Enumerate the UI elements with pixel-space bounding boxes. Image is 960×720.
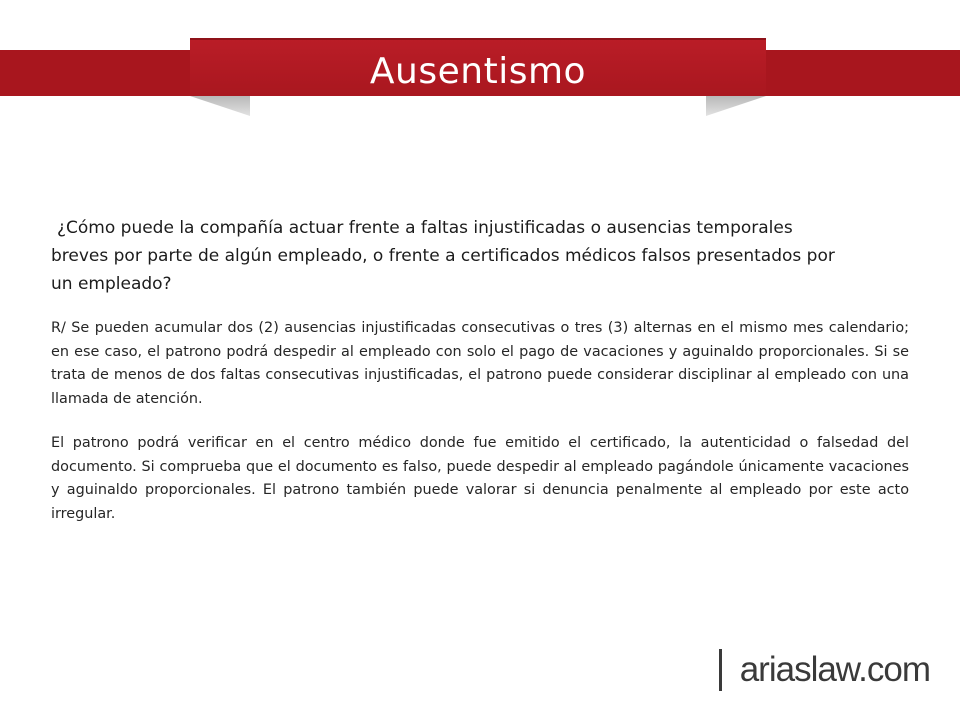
title-banner: [0, 0, 960, 120]
brand-footer: [719, 648, 930, 692]
brand-divider: [719, 649, 722, 691]
ribbon-fold-right: [706, 96, 766, 116]
ribbon-side-right: [766, 50, 960, 96]
brand-logo-text: ariaslaw.com: [739, 650, 930, 689]
slide-body: [51, 214, 909, 547]
answer-paragraph: R/ Se pueden acumular dos (2) ausencias injustificadas consecutivas o tres (3) alternas en el mismo mes calendario; en ese caso, el patrono podrá despedir al empleado con solo el pago de vacaciones y aguinaldo proporcionales. Si se trata de menos de dos faltas consecutivas injustificadas, el patrono puede considerar disciplinar al empleado con una llamada de atención.: [51, 320, 909, 407]
question-text: ¿Cómo puede la compañía actuar frente a faltas injustificadas o ausencias temporales breves por parte de algún empleado, o frente a certificados médicos falsos presentados por un empleado?: [51, 218, 835, 294]
ribbon-side-left: [0, 50, 190, 96]
ribbon-crease: [190, 38, 766, 40]
verification-paragraph: El patrono podrá verificar en el centro médico donde fue emitido el certificado, la autenticidad o falsedad del documento. Si comprueba que el documento es falso, puede despedir al empleado pagándole únicamente vacaciones y aguinaldo proporcionales. El patrono también puede valorar si denuncia penalmente al empleado por este acto irregular.: [51, 435, 909, 522]
slide-title: Ausentismo: [369, 51, 587, 92]
ribbon-fold-left: [190, 96, 250, 116]
